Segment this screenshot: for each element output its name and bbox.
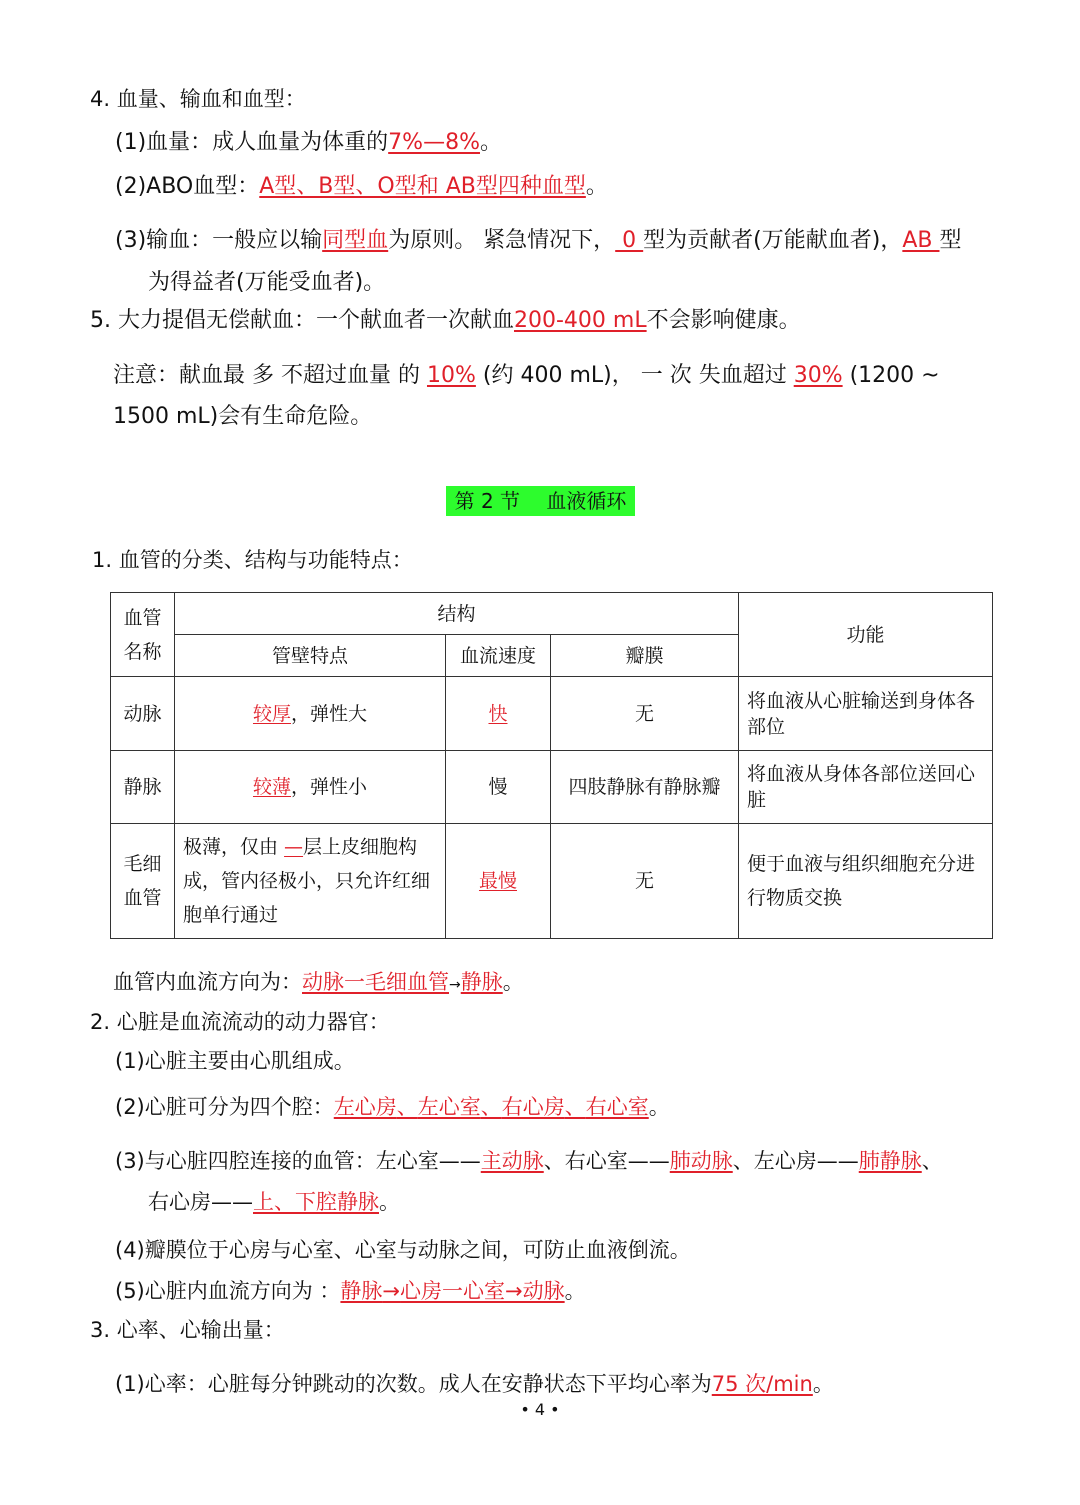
answer-blank: 上、下腔静脉 [253,1190,379,1214]
text: 。 [479,130,502,155]
valve-cell: 四肢静脉有静脉瓣 [551,751,739,824]
speed-cell [446,677,551,751]
text: 右心房—— [148,1190,253,1214]
answer-blank: 心房一心室→动脉 [400,1279,565,1303]
valve-cell: 无 [551,824,739,939]
text: 型 [939,228,962,253]
text: 。 [379,1190,400,1214]
answer-blank: 静脉 [460,970,503,994]
answer-blank: 快 [488,702,508,725]
answer-blank: 右心室 [585,1095,649,1119]
note-line [113,361,940,391]
text: 。 [585,174,608,199]
blood-volume-line [115,128,502,158]
text: (3)输血：一般应以输 [115,228,323,253]
text: 极薄，仅由 [183,836,285,858]
flow-direction-line [113,967,524,1000]
answer-blank: 、 [480,1095,502,1119]
heart-line-2 [115,1092,670,1122]
text: 型为贡献者(万能献血者)， [643,228,903,253]
function-cell: 便于血液与组织细胞充分进行物质交换 [739,824,993,939]
text: 。 [648,1095,670,1119]
answer-blank: 、 [396,1095,418,1119]
answer-blank: 右心房 [501,1095,565,1119]
arrow-icon: → [382,1279,401,1303]
answer-blank: 200-400 mL [514,308,647,333]
text: (约 400 mL)， 一 次 失血超过 [475,363,794,388]
text: 。 [502,970,524,994]
answer-blank: 主动脉 [480,1149,544,1173]
answer-blank: 动脉一毛细血管 [302,970,449,994]
heart-rate-line [115,1369,834,1399]
answer-blank: 30% [793,363,843,388]
answer-blank: A型、B型、O型和 AB型四种血型 [259,174,586,199]
header-vessel-name: 血管 名称 [111,593,175,677]
answer-blank: 左心房 [333,1095,397,1119]
vessel-name: 静脉 [111,751,175,824]
header-speed: 血流速度 [446,635,551,677]
page-number: • 4 • [520,1400,560,1419]
text: (1)血量：成人血量为体重的 [115,130,389,155]
text: 。 [812,1372,834,1396]
q2-heading: 2. 心脏是血流流动的动力器官： [90,1010,390,1034]
answer-blank: 肺动脉 [669,1149,733,1173]
header-function: 功能 [739,593,993,677]
text: 为原则。 紧急情况下， [388,228,616,253]
note-line-2: 1500 mL)会有生命危险。 [113,404,373,429]
answer-blank: 同型血 [322,228,389,253]
valve-cell: 无 [551,677,739,751]
wall-cell [175,751,446,824]
answer-blank: 7%—8% [388,130,480,155]
abo-line [115,172,608,202]
vessel-name: 动脉 [111,677,175,751]
text: 不会影响健康。 [646,308,801,333]
function-cell: 将血液从心脏输送到身体各部位 [739,677,993,751]
table-row [111,824,993,939]
speed-cell: 慢 [446,751,551,824]
section-title: 第 2 节 血液循环 [454,489,627,513]
text: 、右心室—— [543,1149,670,1173]
answer-blank: 0 [615,228,644,253]
heart-line-5 [115,1276,586,1306]
heart-line-3b [148,1187,400,1217]
text: (3)与心脏四腔连接的血管：左心室—— [115,1149,481,1173]
wall-cell [175,824,446,939]
answer-blank: 、 [564,1095,586,1119]
section-5-line [90,306,801,336]
text: 、 [921,1149,943,1173]
text: 5. 大力提倡无偿献血：一个献血者一次献血 [90,308,514,333]
vessel-name: 毛细 血管 [111,824,175,939]
speed-cell [446,824,551,939]
answer-blank: 静脉 [340,1279,383,1303]
section-4-heading: 4. 血量、输血和血型： [90,87,306,111]
text: (5)心脏内血流方向为 ： [115,1279,341,1303]
answer-blank: 较厚 [252,702,291,725]
table-row [111,751,993,824]
wall-cell [175,677,446,751]
text: 。 [564,1279,586,1303]
heart-line-1: (1)心脏主要由心肌组成。 [115,1049,355,1073]
text: 、左心房—— [732,1149,859,1173]
text: (2)心脏可分为四个腔： [115,1095,334,1119]
text: (2)ABO血型： [115,174,260,199]
transfusion-line [115,226,962,256]
transfusion-line-2: 为得益者(万能受血者)。 [148,270,386,295]
text: ，弹性小 [291,776,368,798]
q1-heading: 1. 血管的分类、结构与功能特点： [92,548,413,572]
answer-blank: — [284,836,304,858]
arrow-icon: → [449,977,461,993]
text: 层上皮细胞构成，管内径极小，只允许红细胞单行通过 [183,836,431,926]
header-structure: 结构 [175,593,739,635]
heart-line-3 [115,1146,943,1176]
answer-blank: 肺静脉 [858,1149,922,1173]
q3-heading: 3. 心率、心输出量： [90,1318,285,1342]
answer-blank: 75 次/min [711,1372,813,1396]
answer-blank: 较薄 [252,776,291,798]
header-wall: 管壁特点 [175,635,446,677]
table-header-row [111,593,993,635]
answer-blank: AB [902,228,940,253]
vessel-table [110,592,993,939]
answer-blank: 10% [426,363,476,388]
answer-blank: 左心室 [417,1095,481,1119]
text: 血管内血流方向为： [113,970,302,994]
header-valve: 瓣膜 [551,635,739,677]
text: ，弹性大 [291,702,368,725]
heart-line-4: (4)瓣膜位于心房与心室、心室与动脉之间，可防止血液倒流。 [115,1238,691,1262]
text: (1200 ~ [842,363,940,388]
text: 注意：献血最 多 不超过血量 的 [113,363,427,388]
answer-blank: 最慢 [478,870,517,892]
text: (1)心率：心脏每分钟跳动的次数。成人在安静状态下平均心率为 [115,1372,712,1396]
function-cell: 将血液从身体各部位送回心脏 [739,751,993,824]
table-row [111,677,993,751]
